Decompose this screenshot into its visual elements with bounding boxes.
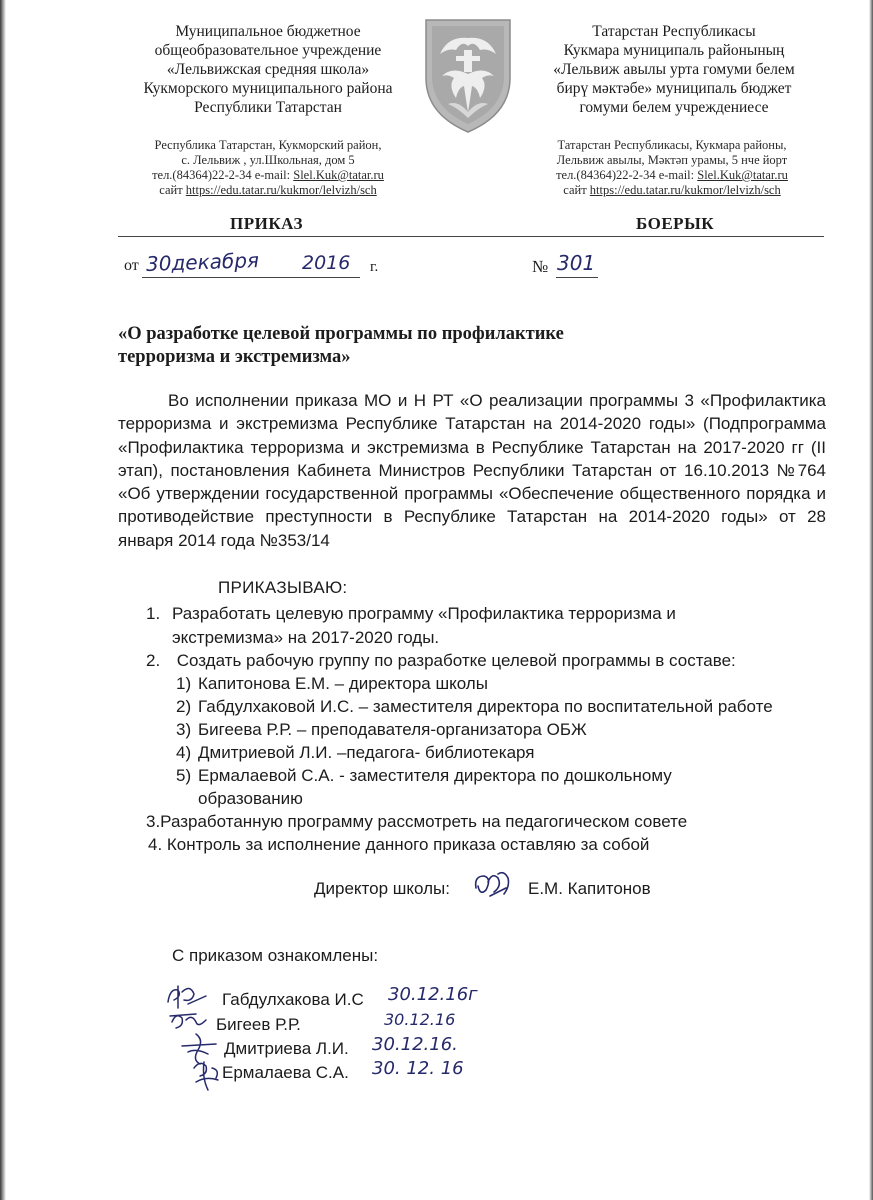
- emblem-graphic: [418, 14, 518, 136]
- subject-line: терроризма и экстремизма»: [118, 347, 351, 367]
- contact-site: [522, 183, 822, 198]
- contact-address: Лельвиж авылы, Мәктәп урамы, 5 нче йорт: [556, 153, 788, 167]
- ack-name: Дмитриева Л.И.: [224, 1039, 349, 1058]
- member-text: Капитонова Е.М. – директора школы: [198, 674, 488, 693]
- member-number: 2): [176, 697, 192, 716]
- contact-address: с. Лельвиж , ул.Школьная, дом 5: [181, 153, 355, 167]
- item-text: Разработать целевую программу «Профилактика терроризма и: [172, 604, 676, 623]
- order-item-1: [146, 602, 676, 626]
- item-text: Создать рабочую группу по разработке целевой программы в составе:: [172, 651, 736, 670]
- ack-date: 30.12.16г: [388, 984, 478, 1005]
- item-number: 1.: [146, 604, 161, 623]
- contact-site-prefix: сайт: [563, 183, 590, 197]
- number-underline: [556, 277, 598, 278]
- contact-address: Татарстан Республикасы, Кукмара районы,: [557, 138, 787, 152]
- contact-phone: тел.(84364)22-2-34 e-mail:: [556, 168, 698, 182]
- member-item: [176, 718, 587, 742]
- contact-site: [118, 183, 418, 198]
- contact-phone-email: [522, 168, 822, 183]
- order-item-3: 3.Разработанную программу рассмотреть на педагогическом совете: [146, 812, 688, 831]
- scan-edge-left: [0, 0, 6, 1200]
- header-right-line: Кукмара муниципаль районының: [563, 42, 785, 59]
- contact-site-link: https://edu.tatar.ru/kukmor/lelvizh/sch: [185, 183, 377, 197]
- contact-site-prefix: сайт: [159, 183, 186, 197]
- member-number: 5): [176, 766, 192, 785]
- member-number: 3): [176, 720, 192, 739]
- ack-signature: [186, 1056, 226, 1096]
- title-prikaz: ПРИКАЗ: [230, 214, 303, 233]
- member-text: Дмитриевой Л.И. –педагога- библиотекаря: [198, 743, 535, 762]
- member-number: 4): [176, 743, 192, 762]
- contact-address: Республика Татарстан, Кукморский район,: [154, 138, 382, 152]
- scan-edge-right: [869, 0, 873, 1200]
- signature-scribble: [186, 1056, 226, 1096]
- header-left-line: Муниципальное бюджетное: [175, 23, 361, 40]
- member-text: Габдулхаковой И.С. – заместителя директора по воспитательной работе: [198, 697, 773, 716]
- order-item-1-cont: экстремизма» на 2017-2020 годы.: [172, 628, 440, 647]
- member-text: Бигеева Р.Р. – преподавателя-организатора ОБЖ: [198, 720, 587, 739]
- header-right-line: Татарстан Республикасы: [592, 23, 756, 40]
- header-right-org: [524, 22, 824, 117]
- ack-date: 30. 12. 16: [372, 1058, 464, 1079]
- header-right-contacts: [522, 138, 822, 198]
- contact-phone-email: [118, 168, 418, 183]
- ack-name: Габдулхакова И.С: [222, 990, 364, 1009]
- ack-date: 30.12.16: [384, 1010, 456, 1029]
- order-subject: [118, 323, 738, 369]
- date-suffix: г.: [370, 259, 379, 275]
- contact-email-link: Slel.Kuk@tatar.ru: [293, 168, 384, 182]
- ack-name: Бигеев Р.Р.: [216, 1015, 301, 1034]
- header-right-line: гомуми белем учреждениесе: [579, 99, 769, 116]
- contact-site-link: https://edu.tatar.ru/kukmor/lelvizh/sch: [589, 183, 781, 197]
- header-left-line: Республики Татарстан: [194, 99, 342, 116]
- header-left-contacts: [118, 138, 418, 198]
- coat-of-arms-emblem: [418, 14, 518, 136]
- member-item-cont: образованию: [198, 789, 303, 808]
- number-prefix: №: [532, 257, 549, 276]
- header-left-line: «Лельвижская средняя школа»: [166, 61, 370, 78]
- signature-scribble: [470, 868, 514, 902]
- title-boeryk: БОЕРЫК: [636, 214, 715, 233]
- order-item-4: 4. Контроль за исполнение данного приказа оставляю за собой: [148, 835, 650, 854]
- order-word: ПРИКАЗЫВАЮ:: [218, 578, 348, 597]
- header-left-line: Кукморского муниципального района: [143, 80, 393, 97]
- item-number: 2.: [146, 651, 161, 670]
- header-left-org: [118, 22, 418, 117]
- member-item: [176, 695, 773, 719]
- member-item: [176, 764, 672, 788]
- header-divider: [118, 236, 824, 237]
- header-right-line: «Лельвиж авылы урта гомуми белем: [553, 61, 795, 78]
- contact-email-link: Slel.Kuk@tatar.ru: [697, 168, 788, 182]
- header-left-line: общеобразовательное учреждение: [154, 42, 382, 59]
- subject-line: «О разработке целевой программы по профилактике: [118, 324, 564, 344]
- contact-phone: тел.(84364)22-2-34 e-mail:: [152, 168, 294, 182]
- date-handwritten: 30декабря: [145, 248, 260, 276]
- preamble-text: Во исполнении приказа МО и Н РТ «О реализации программы 3 «Профилактика терроризма и экстремизма Республике Татарстан на 2014-2020 годы» (Подпрограмма «Профилактика терроризма и экстремизма в Республике Татарстан на 2017-2020 гг (II этап), постановления Кабинета Министров Республики Татарстан от 16.10.2013 №764 «Об утверждении государственной программы «Обеспечение общественного порядка и противодействие преступности в Республике Татарстан на 2014-2020 годы» от 28 января 2014 года №353/14: [118, 391, 826, 550]
- year-handwritten: 2016: [302, 252, 351, 274]
- member-item: [176, 672, 488, 696]
- preamble-paragraph: [118, 389, 826, 552]
- director-name: Е.М. Капитонов: [528, 879, 651, 898]
- member-text: Ермалаевой С.А. - заместителя директора по дошкольному: [198, 766, 672, 785]
- member-item: [176, 741, 535, 765]
- acknowledgement-heading: С приказом ознакомлены:: [172, 946, 379, 965]
- signature-label: Директор школы:: [314, 879, 450, 898]
- ack-name: Ермалаева С.А.: [222, 1063, 349, 1082]
- member-number: 1): [176, 674, 192, 693]
- order-item-2: [146, 649, 736, 673]
- director-signature: [470, 868, 514, 902]
- date-underline: [142, 277, 360, 278]
- date-prefix: от: [124, 257, 139, 274]
- number-handwritten: 301: [557, 251, 596, 275]
- ack-date: 30.12.16.: [372, 1034, 458, 1055]
- header-right-line: бирү мәктәбе» муниципаль бюджет: [556, 80, 792, 97]
